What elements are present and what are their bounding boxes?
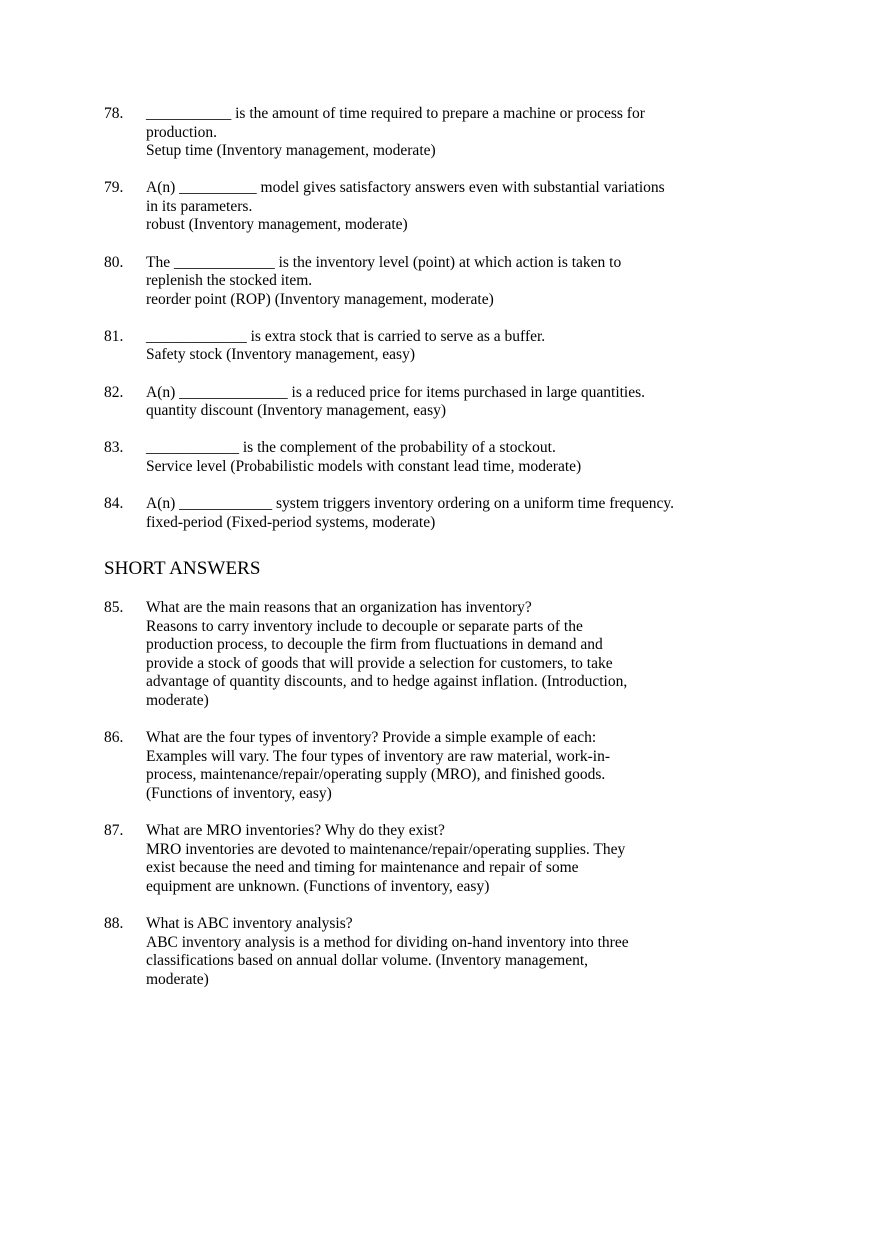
answer-text: advantage of quantity discounts, and to hedge against inflation. (Introduction, [146, 673, 628, 691]
answer-text: exist because the need and timing for maintenance and repair of some [146, 859, 579, 877]
question-number: 79. [104, 179, 124, 197]
question-88 [104, 915, 804, 989]
question-87 [104, 822, 804, 896]
question-text: A(n) ____________ system triggers inventory ordering on a uniform time frequency. [146, 494, 675, 512]
question-text: _____________ is extra stock that is carried to serve as a buffer. [146, 327, 546, 345]
answer-text: moderate) [146, 692, 209, 710]
question-84 [104, 495, 804, 532]
answer-text: MRO inventories are devoted to maintenance/repair/operating supplies. They [146, 840, 626, 858]
question-number: 82. [104, 383, 124, 401]
question-number: 86. [104, 729, 124, 747]
question-number: 85. [104, 599, 124, 617]
question-86 [104, 729, 804, 803]
answer-text: fixed-period (Fixed-period systems, moderate) [146, 513, 436, 531]
question-text: in its parameters. [146, 197, 253, 215]
question-number: 84. [104, 494, 124, 512]
answer-text: reorder point (ROP) (Inventory management, moderate) [146, 290, 494, 308]
question-number: 78. [104, 105, 124, 122]
answer-text: ABC inventory analysis is a method for dividing on-hand inventory into three [146, 933, 629, 951]
short-answers-section [104, 599, 804, 989]
question-number: 81. [104, 327, 124, 345]
answer-text: Setup time (Inventory management, moderate) [146, 142, 436, 160]
question-text: ____________ is the complement of the probability of a stockout. [146, 439, 556, 457]
question-85 [104, 599, 804, 711]
question-text: What is ABC inventory analysis? [146, 914, 353, 932]
question-text: What are MRO inventories? Why do they exist? [146, 822, 445, 840]
answer-text: robust (Inventory management, moderate) [146, 216, 408, 234]
question-text: The _____________ is the inventory level (point) at which action is taken to [146, 253, 622, 271]
answer-text: equipment are unknown. (Functions of inventory, easy) [146, 877, 490, 895]
question-number: 80. [104, 253, 124, 271]
questions-section [104, 105, 804, 1008]
question-text: What are the main reasons that an organization has inventory? [146, 599, 532, 617]
question-text: What are the four types of inventory? Provide a simple example of each: [146, 729, 597, 747]
question-number: 87. [104, 822, 124, 840]
question-text: replenish the stocked item. [146, 272, 313, 290]
question-number: 88. [104, 914, 124, 932]
question-number: 83. [104, 439, 124, 457]
answer-text: Reasons to carry inventory include to decouple or separate parts of the [146, 617, 583, 635]
question-79 [104, 179, 804, 235]
question-82 [104, 384, 804, 421]
answer-text: process, maintenance/repair/operating supply (MRO), and finished goods. [146, 766, 606, 784]
question-80 [104, 254, 804, 310]
short-answers-heading: SHORT ANSWERS [104, 558, 261, 580]
question-78 [104, 105, 804, 161]
question-81 [104, 328, 804, 365]
answer-text: (Functions of inventory, easy) [146, 784, 332, 802]
answer-text: quantity discount (Inventory management, easy) [146, 402, 447, 420]
answer-text: Service level (Probabilistic models with constant lead time, moderate) [146, 457, 582, 475]
answer-text: classifications based on annual dollar volume. (Inventory management, [146, 952, 589, 970]
answer-text: provide a stock of goods that will provide a selection for customers, to take [146, 654, 613, 672]
question-text: production. [146, 123, 218, 141]
question-text: A(n) ______________ is a reduced price for items purchased in large quantities. [146, 383, 646, 401]
question-text: ___________ is the amount of time required to prepare a machine or process for [146, 105, 645, 122]
question-text: A(n) __________ model gives satisfactory answers even with substantial variations [146, 179, 665, 197]
question-83 [104, 439, 804, 476]
answer-text: Safety stock (Inventory management, easy) [146, 346, 416, 364]
answer-text: moderate) [146, 970, 209, 988]
answer-text: Examples will vary. The four types of inventory are raw material, work-in- [146, 747, 610, 765]
answer-text: production process, to decouple the firm from fluctuations in demand and [146, 636, 603, 654]
